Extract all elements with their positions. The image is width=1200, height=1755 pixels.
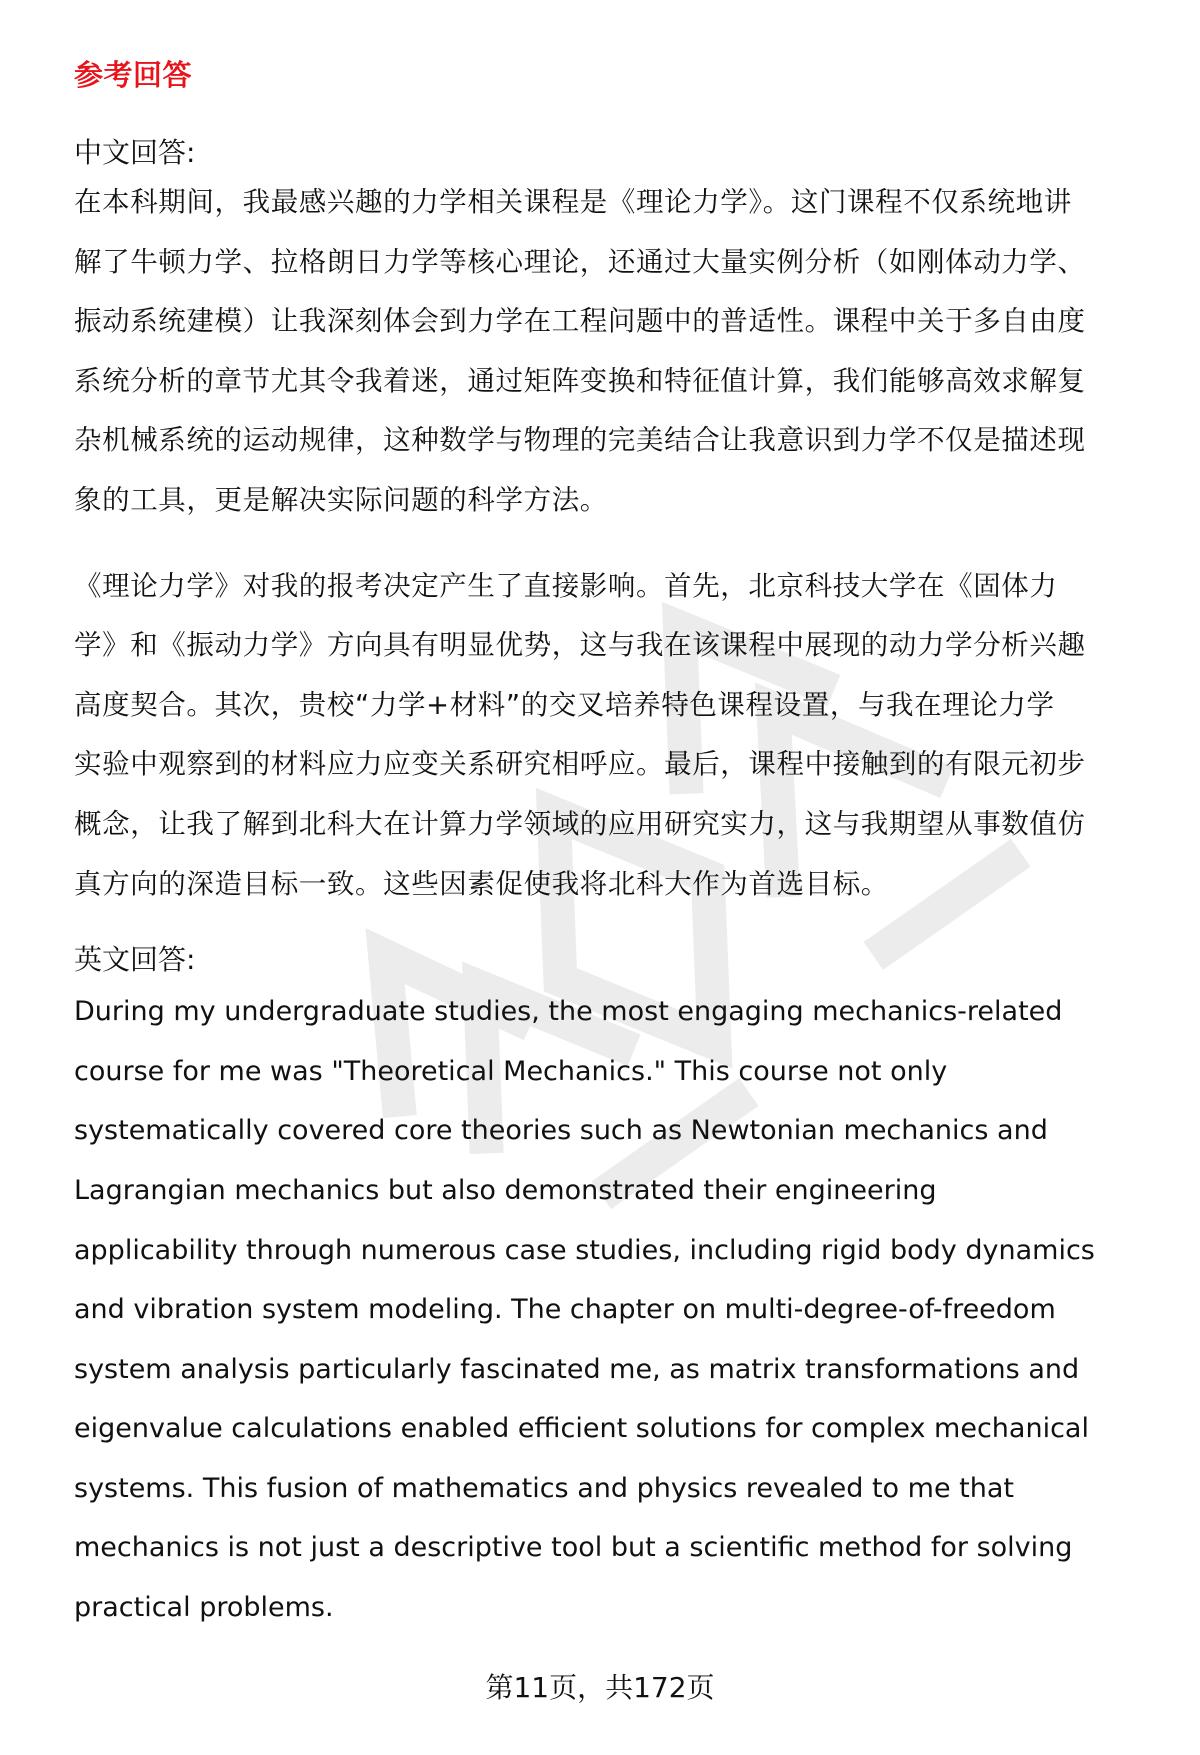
- text-line: 象的工具，更是解决实际问题的科学方法。: [74, 483, 608, 516]
- text-line: 高度契合。其次，贵校“力学+材料”的交叉培养特色课程设置，与我在理论力学: [74, 688, 1055, 721]
- document-content: [74, 55, 1154, 1638]
- text-line: system analysis particularly fascinated me, as matrix transformations and: [74, 1353, 1080, 1385]
- text-line: mechanics is not just a descriptive tool but a scientific method for solving: [74, 1532, 1073, 1564]
- reference-answer-heading: 参考回答: [74, 58, 193, 92]
- text-line: systems. This fusion of mathematics and physics revealed to me that: [74, 1472, 1014, 1504]
- text-line: 系统分析的章节尤其令我着迷，通过矩阵变换和特征值计算，我们能够高效求解复: [74, 364, 1086, 397]
- text-line: applicability through numerous case studies, including rigid body dynamics: [74, 1234, 1095, 1266]
- text-line: 学》和《振动力学》方向具有明显优势，这与我在该课程中展现的动力学分析兴趣: [74, 629, 1086, 662]
- text-line: During my undergraduate studies, the most engaging mechanics-related: [74, 996, 1063, 1028]
- text-line: course for me was "Theoretical Mechanics." This course not only: [74, 1055, 948, 1087]
- text-line: 实验中观察到的材料应力应变关系研究相呼应。最后，课程中接触到的有限元初步: [74, 748, 1086, 781]
- chinese-paragraph-1: [74, 173, 1154, 531]
- text-line: practical problems.: [74, 1592, 334, 1624]
- text-line: systematically covered core theories such as Newtonian mechanics and: [74, 1115, 1048, 1147]
- text-line: 真方向的深造目标一致。这些因素促使我将北科大作为首选目标。: [74, 867, 889, 900]
- chinese-paragraph-2: [74, 557, 1154, 915]
- paragraph-spacer: [74, 914, 1154, 940]
- text-line: 在本科期间，我最感兴趣的力学相关课程是《理论力学》。这门课程不仅系统地讲: [74, 186, 1072, 218]
- page-number-footer: 第11页，共172页: [485, 1671, 715, 1704]
- text-line: 解了牛顿力学、拉格朗日力学等核心理论，还通过大量实例分析（如刚体动力学、: [74, 245, 1086, 278]
- text-line: 概念，让我了解到北科大在计算力学领域的应用研究实力，这与我期望从事数值仿: [74, 807, 1086, 840]
- english-paragraph: [74, 982, 1154, 1638]
- text-line: 《理论力学》对我的报考决定产生了直接影响。首先，北京科技大学在《固体力: [74, 569, 1058, 602]
- text-line: Lagrangian mechanics but also demonstrated their engineering: [74, 1174, 937, 1206]
- text-line: 振动系统建模）让我深刻体会到力学在工程问题中的普适性。课程中关于多自由度: [74, 305, 1086, 338]
- paragraph-spacer: [74, 531, 1154, 557]
- text-line: 杂机械系统的运动规律，这种数学与物理的完美结合让我意识到力学不仅是描述现: [74, 424, 1086, 457]
- text-line: eigenvalue calculations enabled efficient solutions for complex mechanical: [74, 1413, 1089, 1445]
- english-answer-label: 英文回答:: [74, 943, 196, 977]
- text-line: and vibration system modeling. The chapter on multi-degree-of-freedom: [74, 1294, 1056, 1326]
- chinese-answer-label: 中文回答:: [74, 136, 196, 169]
